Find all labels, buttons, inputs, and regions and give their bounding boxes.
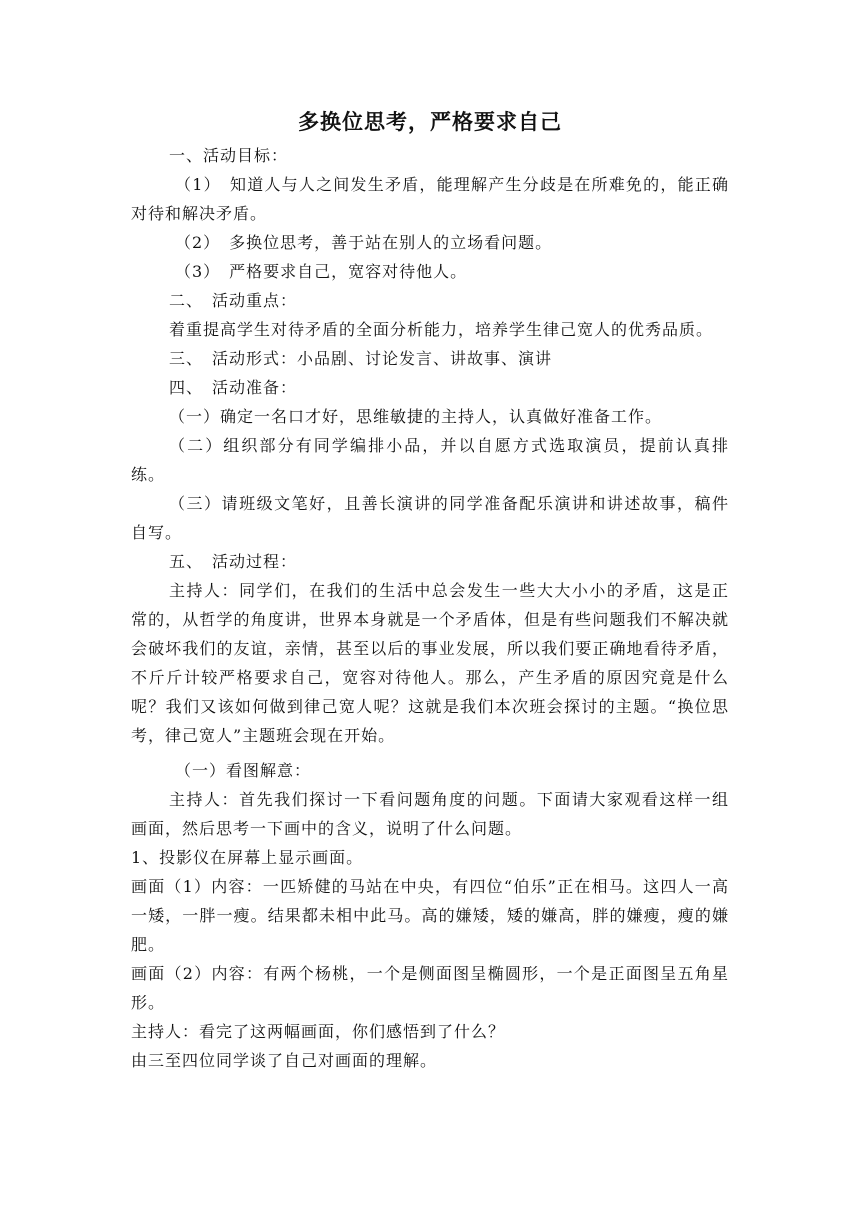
section-heading-preparation: 四、 活动准备： (169, 378, 298, 397)
host-question: 主持人：看完了这两幅画面，你们感悟到了什么？ (131, 1022, 506, 1041)
section-heading-process: 五、 活动过程： (169, 552, 298, 571)
section-heading-goals: 一、活动目标： (169, 146, 289, 165)
preparation-item-2: （二）组织部分有同学编排小品，并以自愿方式选取演员，提前认真排练。 (131, 436, 729, 484)
document-body (131, 141, 729, 1075)
goal-item-1: （1） 知道人与人之间发生矛盾，能理解产生分歧是在所难免的，能正确对待和解决矛盾。 (131, 175, 729, 223)
host-pictures-paragraph: 主持人：首先我们探讨一下看问题角度的问题。下面请大家观看这样一组画面，然后思考一下画中的含义，说明了什么问题。 (131, 790, 729, 838)
projector-step: 1、投影仪在屏幕上显示画面。 (131, 848, 364, 867)
document-title: 多换位思考，严格要求自己 (298, 110, 562, 134)
focus-paragraph: 着重提高学生对待矛盾的全面分析能力，培养学生律己宽人的优秀品质。 (169, 320, 714, 339)
goal-item-3: （3） 严格要求自己，宽容对待他人。 (175, 262, 468, 281)
host-opening-paragraph: 主持人：同学们，在我们的生活中总会发生一些大大小小的矛盾，这是正常的，从哲学的角度讲，世界本身就是一个矛盾体，但是有些问题我们不解决就会破坏我们的友谊，亲情，甚至以后的事业发展，所以我们要正确地看待矛盾，不斤斤计较严格要求自己，宽容对待他人。那么，产生矛盾的原因究竟是什么呢？我们又该如何做到律己宽人呢？这就是我们本次班会探讨的主题。“换位思考，律己宽人”主题班会现在开始。 (131, 581, 729, 745)
subsection-heading-pictures: （一）看图解意： (175, 761, 312, 780)
goal-item-2: （2） 多换位思考，善于站在别人的立场看问题。 (175, 233, 553, 252)
students-response: 由三至四位同学谈了自己对画面的理解。 (131, 1051, 438, 1070)
picture-2-description: 画面（2）内容：有两个杨桃，一个是侧面图呈椭圆形，一个是正面图呈五角星形。 (131, 964, 729, 1012)
preparation-item-3: （三）请班级文笔好，且善长演讲的同学准备配乐演讲和讲述故事，稿件自写。 (131, 494, 729, 542)
picture-1-description: 画面（1）内容：一匹矫健的马站在中央，有四位“伯乐”正在相马。这四人一高一矮，一胖一瘦。结果都未相中此马。高的嫌矮，矮的嫌高，胖的嫌瘦，瘦的嫌肥。 (131, 877, 729, 954)
preparation-item-1: （一）确定一名口才好，思维敏捷的主持人，认真做好准备工作。 (169, 407, 663, 426)
section-heading-format: 三、 活动形式：小品剧、讨论发言、讲故事、演讲 (169, 349, 553, 368)
section-heading-focus: 二、 活动重点： (169, 291, 298, 310)
